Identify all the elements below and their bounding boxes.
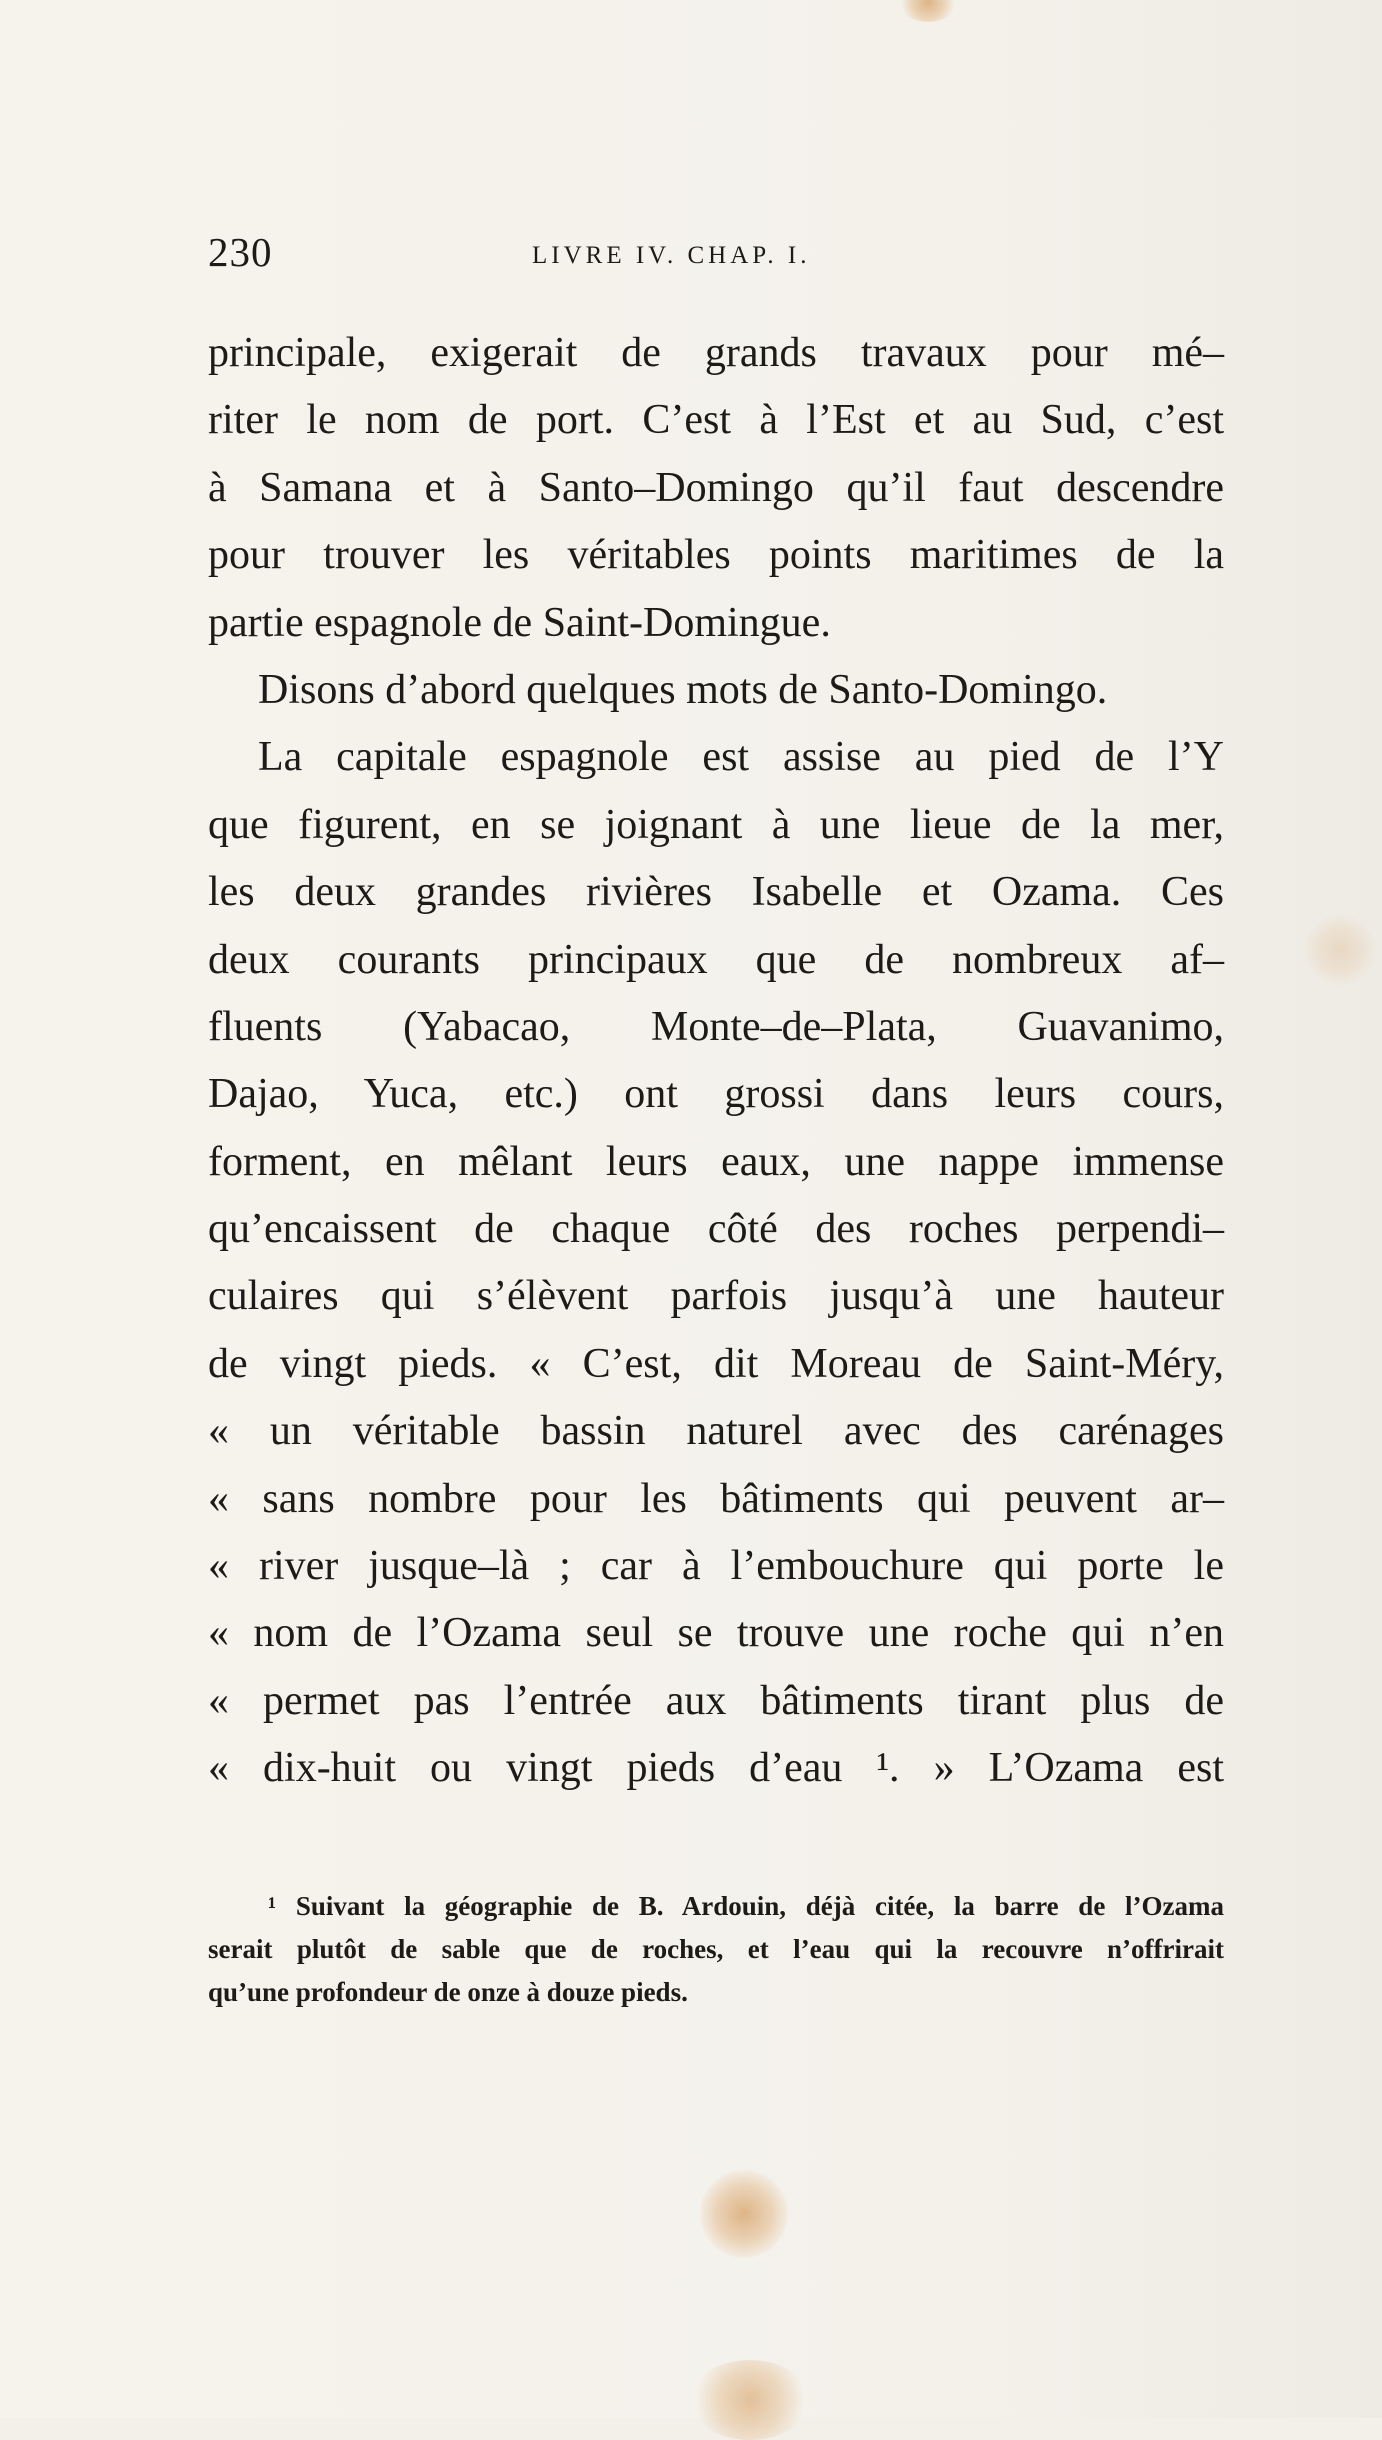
text-line: « un véritable bassin naturel avec des carénages bbox=[208, 1408, 1224, 1455]
text-line: culaires qui s’élèvent parfois jusqu’à une hauteur bbox=[208, 1273, 1224, 1320]
text-line: « river jusque–là ; car à l’embouchure qui porte le bbox=[208, 1543, 1224, 1590]
text-line: Disons d’abord quelques mots de Santo-Domingo. bbox=[258, 666, 1108, 713]
page-header bbox=[208, 228, 1224, 278]
text-line: La capitale espagnole est assise au pied de l’Y bbox=[258, 734, 1224, 781]
text-line: de vingt pieds. « C’est, dit Moreau de Saint-Méry, bbox=[208, 1340, 1224, 1387]
body-text bbox=[208, 320, 1224, 1803]
text-line: fluents (Yabacao, Monte–de–Plata, Guavanimo, bbox=[208, 1003, 1224, 1050]
text-line: à Samana et à Santo–Domingo qu’il faut descendre bbox=[208, 464, 1224, 511]
text-line: « sans nombre pour les bâtiments qui peuvent ar– bbox=[208, 1475, 1224, 1522]
footnote bbox=[208, 1885, 1224, 2014]
text-line: que figurent, en se joignant à une lieue de la mer, bbox=[208, 801, 1224, 848]
text-line: Dajao, Yuca, etc.) ont grossi dans leurs cours, bbox=[208, 1071, 1224, 1118]
paper-stain-top bbox=[898, 0, 958, 22]
page-number: 230 bbox=[208, 229, 273, 275]
text-line: deux courants principaux que de nombreux af– bbox=[208, 936, 1224, 983]
text-line: pour trouver les véritables points maritimes de la bbox=[208, 532, 1224, 579]
text-line: les deux grandes rivières Isabelle et Ozama. Ces bbox=[208, 869, 1224, 916]
footnote-line: ¹ Suivant la géographie de B. Ardouin, déjà citée, la barre de l’Ozama bbox=[268, 1891, 1224, 1921]
running-head: LIVRE IV. CHAP. I. bbox=[532, 242, 811, 269]
text-line: « nom de l’Ozama seul se trouve une roche qui n’en bbox=[208, 1610, 1224, 1657]
text-line: qu’encaissent de chaque côté des roches perpendi– bbox=[208, 1206, 1224, 1253]
text-line: « dix-huit ou vingt pieds d’eau ¹. » L’Ozama est bbox=[208, 1745, 1224, 1792]
footnote-line: serait plutôt de sable que de roches, et l’eau qui la recouvre n’offrirait bbox=[208, 1934, 1224, 1964]
text-line: forment, en mêlant leurs eaux, une nappe immense bbox=[208, 1138, 1224, 1185]
text-line: riter le nom de port. C’est à l’Est et au Sud, c’est bbox=[208, 397, 1224, 444]
paper-stain-bottom bbox=[690, 2360, 810, 2440]
text-line: partie espagnole de Saint-Domingue. bbox=[208, 599, 831, 646]
paper-stain-right bbox=[1305, 915, 1375, 985]
text-line: « permet pas l’entrée aux bâtiments tirant plus de bbox=[208, 1677, 1224, 1724]
footnote-line: qu’une profondeur de onze à douze pieds. bbox=[208, 1977, 688, 2007]
text-line: principale, exigerait de grands travaux pour mé– bbox=[208, 330, 1224, 376]
paper-stain-lower bbox=[700, 2170, 788, 2258]
